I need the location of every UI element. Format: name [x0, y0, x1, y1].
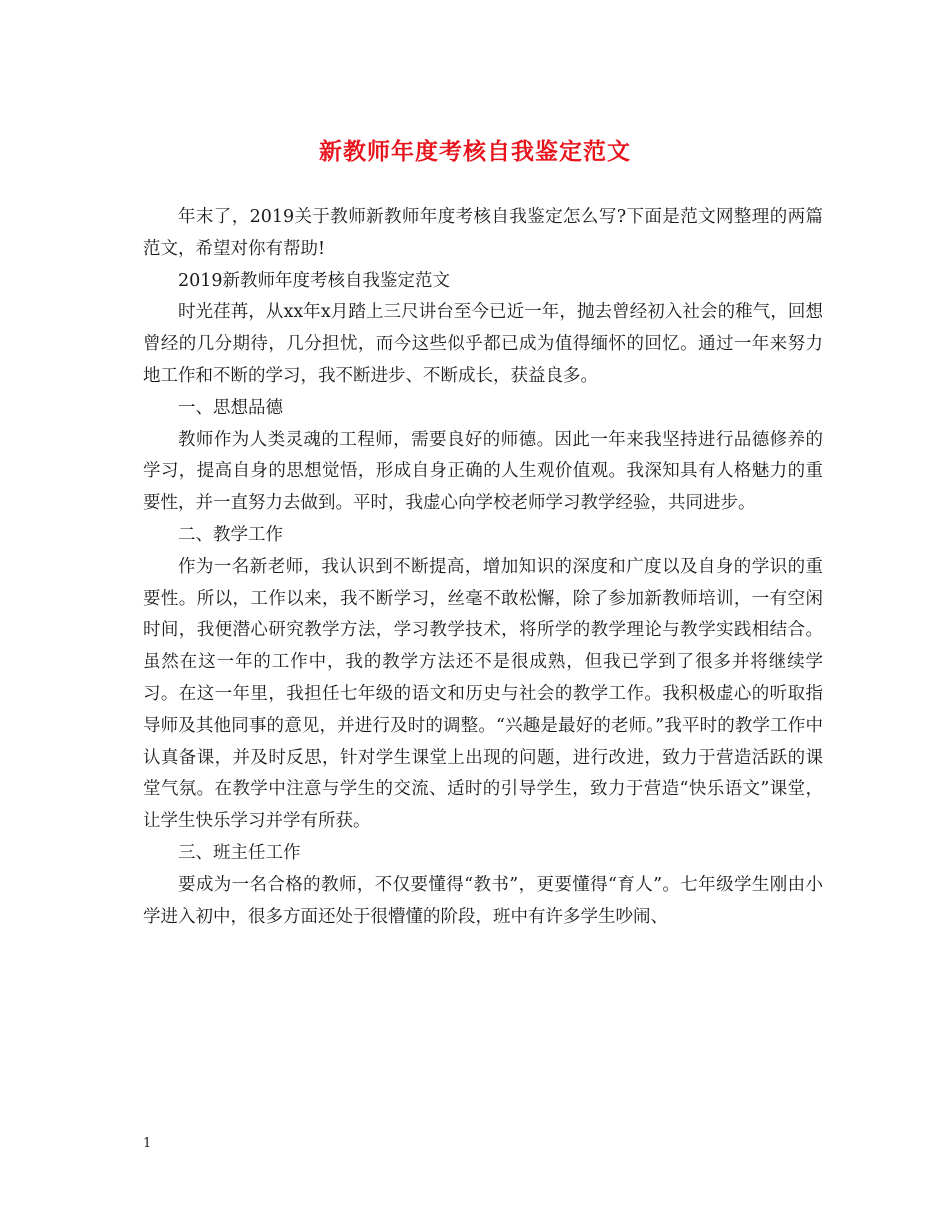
- section-heading-class-teacher: 三、班主任工作: [178, 842, 301, 863]
- document-title: 新教师年度考核自我鉴定范文: [319, 138, 631, 165]
- ideology-paragraph: 教师作为人类灵魂的工程师，需要良好的师德。因此一年来我坚持进行品德修养的学习，提高自身的思想觉悟，形成自身正确的人生观价值观。我深知具有人格魅力的重要性，并一直努力去做到。平时，我虚心向学校老师学习教学经验，共同进步。: [143, 429, 823, 514]
- opening-paragraph: 时光荏苒，从xx年x月踏上三尺讲台至今已近一年，抛去曾经初入社会的稚气，回想曾经的几分期待，几分担忧，而今这些似乎都已成为值得缅怀的回忆。通过一年来努力地工作和不断的学习，我不断进步、不断成长，获益良多。: [143, 302, 823, 386]
- subtitle-paragraph: 2019新教师年度考核自我鉴定范文: [178, 270, 451, 291]
- intro-paragraph: 年末了，2019关于教师新教师年度考核自我鉴定怎么写?下面是范文网整理的两篇范文，希望对你有帮助!: [143, 207, 823, 259]
- teaching-paragraph: 作为一名新老师，我认识到不断提高，增加知识的深度和广度以及自身的学识的重要性。所以，工作以来，我不断学习，丝毫不敢松懈，除了参加新教师培训，一有空闲时间，我便潜心研究教学方法，学习教学技术，将所学的教学理论与教学实践相结合。虽然在这一年的工作中，我的教学方法还不是很成熟，但我已学到了很多并将继续学习。在这一年里，我担任七年级的语文和历史与社会的教学工作。我积极虚心的听取指导师及其他同事的意见，并进行及时的调整。“兴趣是最好的老师。”我平时的教学工作中认真备课，并及时反思，针对学生课堂上出现的问题，进行改进，致力于营造活跃的课堂气氛。在教学中注意与学生的交流、适时的引导学生，致力于营造“快乐语文”课堂，让学生快乐学习并学有所获。: [143, 556, 823, 832]
- document-body: [143, 202, 823, 933]
- section-heading-ideology: 一、思想品德: [178, 397, 283, 418]
- page-number: 1: [143, 1136, 152, 1151]
- section-heading-teaching: 二、教学工作: [178, 524, 283, 545]
- class-teacher-paragraph: 要成为一名合格的教师，不仅要懂得“教书”，更要懂得“育人”。七年级学生刚由小学进入初中，很多方面还处于很懵懂的阶段，班中有许多学生吵闹、: [143, 874, 823, 927]
